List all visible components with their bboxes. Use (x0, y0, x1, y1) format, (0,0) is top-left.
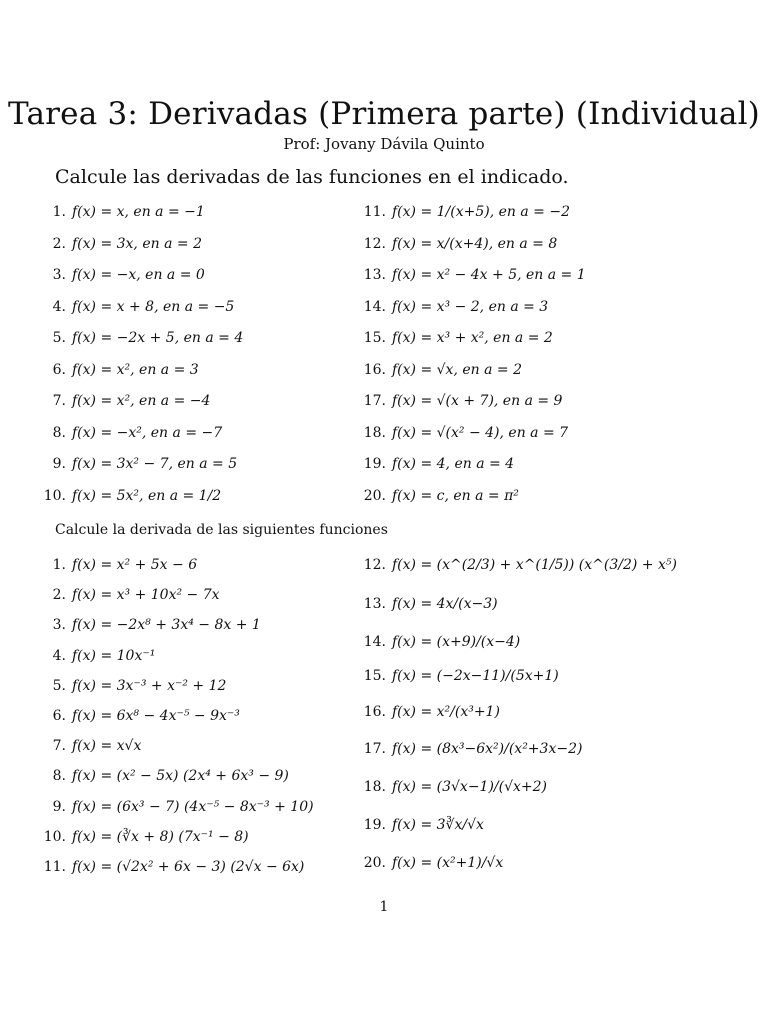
section2-instruction: Calcule la derivada de las siguientes funciones (55, 522, 388, 538)
exercise-expression: f(x) = x² + 5x − 6 (72, 557, 198, 573)
exercise-item (36, 393, 210, 409)
exercise-number: 15. (363, 668, 386, 684)
exercise-expression: f(x) = √x, en a = 2 (392, 361, 522, 378)
exercise-item (36, 267, 205, 283)
exercise-expression: f(x) = (x+9)/(x−4) (392, 633, 521, 650)
exercise-number: 7. (52, 738, 66, 755)
exercise-number: 19. (363, 817, 386, 833)
exercise-expression: f(x) = x³ + 10x² − 7x (72, 587, 220, 604)
exercise-expression: f(x) = x + 8, en a = −5 (72, 298, 235, 315)
exercise-item (36, 678, 226, 694)
exercise-number: 7. (52, 393, 66, 409)
exercise-number: 17. (363, 393, 386, 409)
exercise-expression: f(x) = 10x⁻¹ (72, 647, 156, 664)
exercise-number: 3. (52, 267, 66, 283)
exercise-expression: f(x) = −2x⁸ + 3x⁴ − 8x + 1 (72, 617, 261, 634)
exercise-expression: f(x) = c, en a = π² (392, 487, 519, 504)
exercise-item (356, 596, 498, 612)
exercise-item (36, 708, 240, 724)
exercise-number: 9. (52, 456, 66, 472)
exercise-expression: f(x) = 4, en a = 4 (392, 456, 515, 472)
exercise-number: 14. (363, 633, 386, 650)
exercise-item (36, 768, 289, 784)
exercise-number: 9. (52, 798, 66, 815)
exercise-number: 11. (363, 204, 386, 220)
exercise-number: 18. (363, 779, 386, 795)
exercise-number: 4. (52, 647, 66, 664)
exercise-number: 15. (363, 330, 386, 346)
exercise-item (36, 799, 314, 815)
exercise-expression: f(x) = 1/(x+5), en a = −2 (392, 204, 570, 220)
exercise-expression: f(x) = 3x⁻³ + x⁻² + 12 (72, 677, 227, 694)
exercise-number: 16. (363, 704, 386, 720)
exercise-item (356, 817, 484, 833)
exercise-number: 13. (363, 595, 386, 612)
exercise-item (356, 236, 557, 252)
exercise-item (356, 741, 582, 757)
exercise-number: 10. (43, 828, 66, 845)
exercise-number: 12. (363, 235, 386, 252)
exercise-expression: f(x) = 6x⁸ − 4x⁻⁵ − 9x⁻³ (72, 708, 240, 724)
exercise-expression: f(x) = x², en a = 3 (72, 361, 199, 378)
exercise-expression: f(x) = x², en a = −4 (72, 393, 211, 409)
exercise-number: 18. (363, 424, 386, 441)
exercise-item (36, 362, 199, 378)
exercise-item (356, 704, 500, 720)
exercise-number: 5. (52, 330, 66, 346)
exercise-number: 19. (363, 456, 386, 472)
exercise-number: 12. (363, 557, 386, 573)
exercise-expression: f(x) = (∛x + 8) (7x⁻¹ − 8) (72, 828, 249, 845)
exercise-number: 4. (52, 298, 66, 315)
exercise-item (356, 267, 586, 283)
exercise-expression: f(x) = x, en a = −1 (72, 204, 205, 220)
exercise-item (36, 738, 141, 754)
exercise-number: 10. (43, 487, 66, 504)
exercise-item (36, 488, 221, 504)
exercise-item (36, 648, 155, 664)
exercise-number: 3. (52, 617, 66, 634)
exercise-number: 5. (52, 677, 66, 694)
exercise-expression: f(x) = x√x (72, 738, 142, 755)
exercise-expression: f(x) = (x² − 5x) (2x⁴ + 6x³ − 9) (72, 768, 289, 785)
exercise-item (36, 330, 243, 346)
exercise-item (356, 204, 570, 220)
exercise-expression: f(x) = 3∛x/√x (392, 817, 484, 833)
exercise-item (356, 456, 514, 472)
exercise-expression: f(x) = 5x², en a = 1/2 (72, 487, 222, 504)
exercise-number: 6. (52, 708, 66, 724)
exercise-number: 14. (363, 298, 386, 315)
exercise-expression: f(x) = (x^(2/3) + x^(1/5)) (x^(3/2) + x⁵) (392, 557, 677, 573)
exercise-number: 16. (363, 361, 386, 378)
exercise-item (356, 362, 522, 378)
exercise-expression: f(x) = (8x³−6x²)/(x²+3x−2) (392, 741, 583, 757)
exercise-expression: f(x) = (√2x² + 6x − 3) (2√x − 6x) (72, 859, 305, 875)
exercise-expression: f(x) = −2x + 5, en a = 4 (72, 330, 244, 346)
exercise-expression: f(x) = −x, en a = 0 (72, 267, 205, 283)
exercise-expression: f(x) = √(x + 7), en a = 9 (392, 393, 563, 409)
exercise-expression: f(x) = (6x³ − 7) (4x⁻⁵ − 8x⁻³ + 10) (72, 798, 314, 815)
exercise-expression: f(x) = 3x, en a = 2 (72, 235, 202, 252)
exercise-item (356, 668, 559, 684)
exercise-item (36, 587, 220, 603)
exercise-item (356, 779, 547, 795)
exercise-item (356, 330, 553, 346)
page-number: 1 (379, 899, 389, 915)
exercise-item (356, 488, 519, 504)
exercise-item (36, 204, 205, 220)
exercise-expression: f(x) = 3x² − 7, en a = 5 (72, 456, 238, 472)
exercise-number: 8. (52, 424, 66, 441)
exercise-expression: f(x) = x²/(x³+1) (392, 704, 500, 720)
exercise-expression: f(x) = (x²+1)/√x (392, 855, 504, 871)
exercise-number: 20. (363, 487, 386, 504)
exercise-item (356, 855, 503, 871)
exercise-item (36, 299, 234, 315)
author-line: Prof: Jovany Dávila Quinto (283, 135, 485, 153)
exercise-item (356, 425, 568, 441)
exercise-number: 2. (52, 587, 66, 604)
exercise-item (36, 859, 304, 875)
exercise-expression: f(x) = x³ + x², en a = 2 (392, 330, 553, 346)
exercise-number: 20. (363, 855, 386, 871)
exercise-expression: f(x) = (3√x−1)/(√x+2) (392, 779, 548, 795)
exercise-item (36, 425, 222, 441)
exercise-item (36, 456, 237, 472)
exercise-expression: f(x) = −x², en a = −7 (72, 424, 223, 441)
exercise-item (356, 557, 677, 573)
exercise-number: 17. (363, 741, 386, 757)
exercise-number: 1. (52, 204, 66, 220)
exercise-item (36, 829, 249, 845)
exercise-item (356, 634, 520, 650)
exercise-item (36, 557, 197, 573)
exercise-expression: f(x) = x² − 4x + 5, en a = 1 (392, 267, 586, 283)
exercise-expression: f(x) = (−2x−11)/(5x+1) (392, 668, 559, 684)
exercise-item (356, 393, 562, 409)
exercise-number: 11. (43, 859, 66, 875)
exercise-expression: f(x) = x/(x+4), en a = 8 (392, 235, 558, 252)
exercise-number: 13. (363, 267, 386, 283)
exercise-number: 6. (52, 361, 66, 378)
exercise-expression: f(x) = x³ − 2, en a = 3 (392, 298, 549, 315)
exercise-expression: f(x) = √(x² − 4), en a = 7 (392, 424, 569, 441)
exercise-item (36, 236, 202, 252)
exercise-number: 1. (52, 557, 66, 573)
exercise-number: 2. (52, 235, 66, 252)
page-title: Tarea 3: Derivadas (Primera parte) (Individual) (8, 96, 760, 132)
exercise-number: 8. (52, 768, 66, 785)
exercise-item (356, 299, 548, 315)
exercise-expression: f(x) = 4x/(x−3) (392, 595, 498, 612)
exercise-item (36, 617, 261, 633)
section1-instruction: Calcule las derivadas de las funciones en el indicado. (55, 166, 569, 188)
